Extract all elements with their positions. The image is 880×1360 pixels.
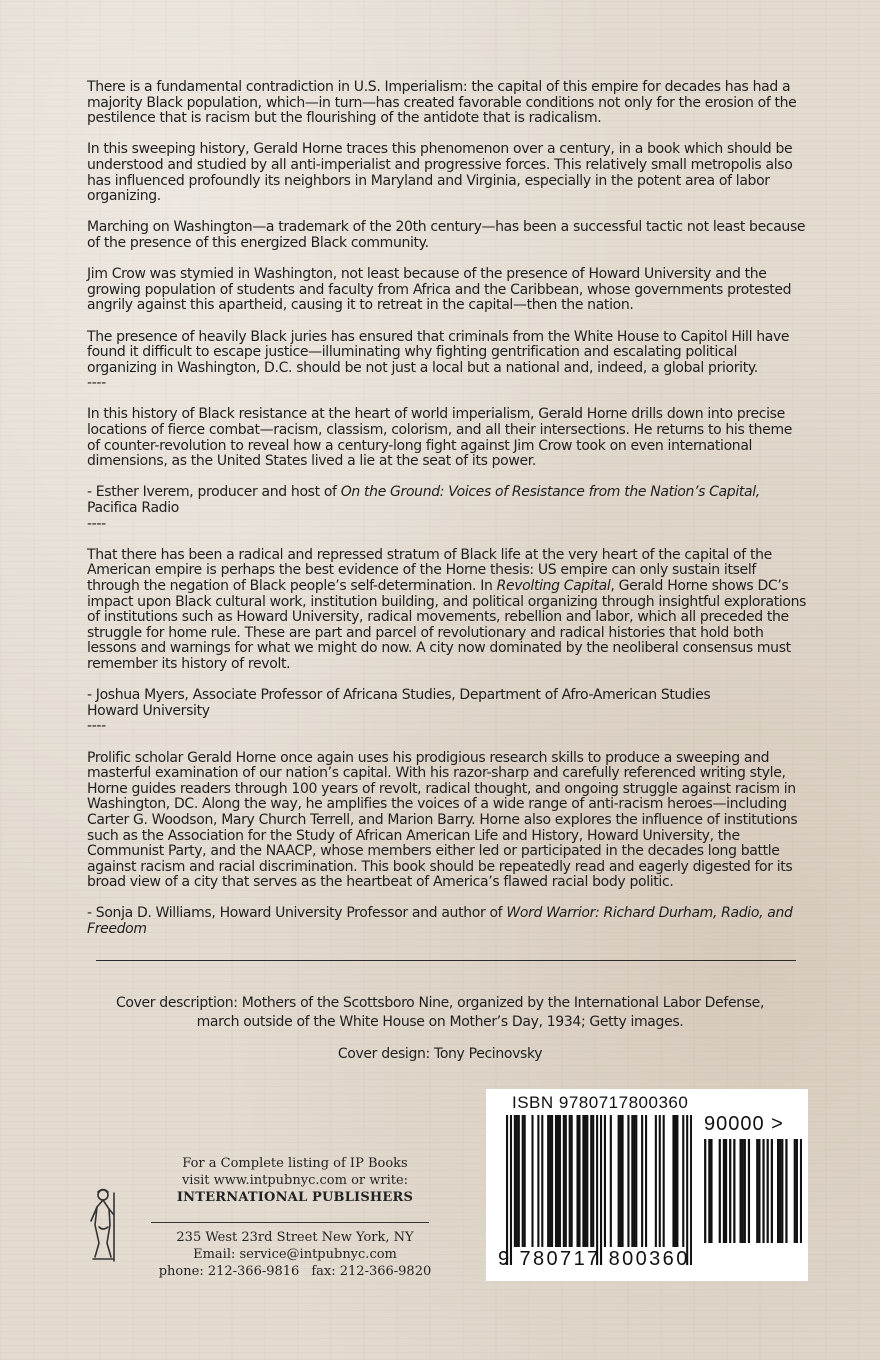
review-1-attribution-prefix: - Esther Iverem, producer and host of	[87, 484, 341, 501]
price-addon-label: 90000 >	[704, 1113, 784, 1135]
review-2-attribution	[87, 688, 807, 719]
barcode-bar	[663, 1115, 665, 1247]
publisher-divider	[151, 1222, 429, 1223]
barcode-bar	[672, 1115, 674, 1247]
review-1-program-title: On the Ground: Voices of Resistance from the Nation’s Capital,	[340, 484, 760, 501]
addon-bar	[767, 1139, 769, 1243]
addon-bar	[704, 1139, 706, 1243]
barcode-bar	[635, 1115, 637, 1247]
barcode-bar	[571, 1115, 573, 1247]
review-3-attribution-prefix: - Sonja D. Williams, Howard University Professor and author of	[87, 905, 507, 922]
barcode-panel	[486, 1089, 808, 1281]
barcode-bar	[522, 1115, 524, 1247]
barcode-bar	[627, 1115, 629, 1247]
barcode-bar	[557, 1115, 559, 1247]
review-3-attribution	[87, 906, 807, 937]
cover-description-line-2: march outside of the White House on Mother’s Day, 1934; Getty images.	[196, 1014, 684, 1030]
blurb-paragraph-3: Marching on Washington—a trademark of the 20th century—has been a successful tactic not least because of the presence of this energized Black community.	[87, 219, 806, 251]
cover-description-line-1: Cover description: Mothers of the Scottsboro Nine, organized by the International Labor Defense,	[115, 995, 765, 1011]
barcode-bar	[518, 1115, 520, 1247]
separator: ----	[87, 718, 106, 735]
addon-bar	[719, 1139, 721, 1243]
addon-bar	[796, 1139, 798, 1243]
barcode-bar	[555, 1115, 557, 1247]
barcode-bar	[547, 1115, 549, 1247]
barcode-bar	[578, 1115, 580, 1247]
horizontal-rule	[96, 960, 796, 961]
review-2-book-title: Revolting Capital	[496, 578, 611, 594]
barcode-bar	[514, 1115, 516, 1247]
addon-bar	[748, 1139, 750, 1243]
addon-barcode	[702, 1139, 802, 1243]
barcode-bar	[690, 1115, 692, 1265]
barcode-bar	[569, 1115, 571, 1247]
isbn-barcode	[506, 1115, 692, 1265]
publisher-block	[75, 1155, 445, 1295]
addon-bar	[742, 1139, 744, 1243]
barcode-bar	[641, 1115, 643, 1247]
barcode-bar	[563, 1115, 565, 1247]
barcode-bar	[559, 1115, 561, 1247]
addon-bar	[756, 1139, 758, 1243]
back-cover-copy	[87, 80, 807, 938]
review-1-attribution	[87, 485, 807, 516]
addon-bar	[779, 1139, 781, 1243]
review-1-attribution-suffix: Pacifica Radio	[87, 500, 179, 517]
review-2-text	[87, 548, 807, 673]
barcode-bar	[659, 1115, 661, 1247]
blurb-paragraph-1: There is a fundamental contradiction in U.S. Imperialism: the capital of this empire for decades has had a majority Black population, which—in turn—has created favorable conditions not only for the erosion of the pestilence that is racism but the flourishing of the antidote that is radicalism.	[87, 79, 797, 127]
publisher-address: 235 West 23rd Street New York, NY	[176, 1230, 414, 1245]
publisher-phones	[145, 1263, 445, 1280]
review-3-book-title: Word Warrior: Richard Durham, Radio, and Freedom	[87, 905, 793, 938]
cover-description	[100, 994, 780, 1032]
review-1-text: In this history of Black resistance at the heart of world imperialism, Gerald Horne drills down into precise locations of fierce combat—racism, classism, colorism, and all their intersections. He returns to his theme of counter-revolution to reveal how a century-long fight against Jim Crow took on even international dimensions, as the United States lived a lie at the seat of its power.	[87, 406, 792, 470]
barcode-bar	[590, 1115, 592, 1247]
publisher-name: INTERNATIONAL PUBLISHERS	[176, 1190, 414, 1205]
barcode-bar	[622, 1115, 624, 1247]
barcode-bar	[586, 1115, 588, 1247]
separator: ----	[87, 375, 106, 392]
barcode-bar	[584, 1115, 586, 1247]
addon-bar	[771, 1139, 773, 1243]
barcode-bar	[600, 1115, 602, 1265]
addon-bar	[729, 1139, 731, 1243]
isbn-label: ISBN 9780717800360	[512, 1093, 689, 1112]
barcode-bar	[674, 1115, 676, 1247]
review-2-attribution-line1: - Joshua Myers, Associate Professor of Africana Studies, Department of Afro-American Studies	[87, 687, 711, 704]
barcode-bar	[537, 1115, 539, 1247]
barcode-bar	[592, 1115, 594, 1247]
blurb-paragraph-2: In this sweeping history, Gerald Horne traces this phenomenon over a century, in a book which should be understood and studied by all anti-imperialist and progressive forces. This relatively small metropolis also has influenced profoundly its neighbors in Maryland and Virginia, especially in the potent area of labor organizing.	[87, 141, 793, 205]
barcode-bar	[610, 1115, 612, 1247]
addon-bar	[777, 1139, 779, 1243]
barcode-bar	[604, 1115, 606, 1247]
publisher-fax: fax: 212-366-9820	[311, 1264, 432, 1279]
addon-bar	[785, 1139, 787, 1243]
review-3-text: Prolific scholar Gerald Horne once again uses his prodigious research skills to produce a sweeping and masterful examination of our nation’s capital. With his razor-sharp and carefully referenced writing style, Horne guides readers through 100 years of revolt, radical thought, and ongoing struggle against racism in Washington, DC. Along the way, he amplifies the voices of a wide range of anti-racism heroes—including Carter G. Woodson, Mary Church Terrell, and Marion Barry. Horne also explores the influence of institutions such as the Association for the Study of African American Life and History, Howard University, the Communist Party, and the NAACP, whose members either led or participated in the decades long battle against racism and racial discrimination. This book should be repeatedly read and eagerly digested for its broad view of a city that serves as the heartbeat of America’s flawed racial body politic.	[87, 749, 798, 891]
addon-bar	[762, 1139, 764, 1243]
barcode-bar	[524, 1115, 526, 1247]
barcode-bar	[582, 1115, 584, 1247]
blurb-paragraph-5: The presence of heavily Black juries has ensured that criminals from the White House to Capitol Hill have found it difficult to escape justice—illuminating why fighting gentrification and escalating political organizing in Washington, D.C. should be not just a local but a national and, indeed, a global priority.	[87, 328, 790, 376]
review-2-attribution-line2: Howard University	[87, 702, 210, 719]
barcode-bar	[576, 1115, 578, 1247]
barcode-bar	[531, 1115, 533, 1247]
review-2-text-after: , Gerald Horne shows DC’s impact upon Black cultural work, institution building, and political organizing through insightful explorations of institutions such as Howard University, radical movements, rebellion and labor, which all preceded the struggle for home rule. These are part and parcel of revolutionary and radical histories that hold both lessons and warnings for what we might do now. A city now dominated by the neoliberal consensus must remember its history of revolt.	[87, 578, 807, 672]
barcode-bar	[551, 1115, 553, 1247]
barcode-bar	[686, 1115, 688, 1265]
barcode-bar	[655, 1115, 657, 1247]
barcode-bar	[596, 1115, 598, 1265]
publisher-line-2: visit www.intpubnyc.com or write:	[181, 1173, 409, 1188]
pilgrim-figure-icon	[83, 1185, 121, 1265]
barcode-bar	[516, 1115, 518, 1247]
addon-bar	[781, 1139, 783, 1243]
publisher-email: Email: service@intpubnyc.com	[193, 1247, 397, 1262]
barcode-bar	[631, 1115, 633, 1247]
barcode-digits: 9 780717 800360	[498, 1248, 690, 1270]
addon-bar	[710, 1139, 712, 1243]
addon-bar	[794, 1139, 796, 1243]
publisher-phone: phone: 212-366-9816	[158, 1264, 300, 1279]
barcode-bar	[510, 1115, 512, 1265]
publisher-contact	[145, 1229, 445, 1280]
barcode-bar	[541, 1115, 543, 1247]
cover-design-credit: Cover design: Tony Pecinovsky	[337, 1046, 543, 1062]
addon-bar	[740, 1139, 742, 1243]
addon-bar	[708, 1139, 710, 1243]
barcode-bar	[645, 1115, 647, 1247]
addon-bar	[800, 1139, 802, 1243]
blurb-paragraph-4: Jim Crow was stymied in Washington, not least because of the presence of Howard University and the growing population of students and faculty from Africa and the Caribbean, whose governments protested angrily against this apartheid, causing it to retreat in the capital—then the nation.	[87, 266, 792, 314]
barcode-bar	[620, 1115, 622, 1247]
barcode-bar	[549, 1115, 551, 1247]
addon-bar	[744, 1139, 746, 1243]
addon-bar	[725, 1139, 727, 1243]
addon-bar	[758, 1139, 760, 1243]
barcode-bar	[506, 1115, 508, 1265]
review-2-text-before: That there has been a radical and repressed stratum of Black life at the very heart of the capital of the American empire is perhaps the best evidence of the Horne thesis: US empire can only sustain itself through the negation of Black people’s self-determination. In	[87, 546, 772, 594]
separator: ----	[87, 515, 106, 532]
addon-bar	[723, 1139, 725, 1243]
barcode-bar	[618, 1115, 620, 1247]
barcode-bar	[633, 1115, 635, 1247]
barcode-bar	[682, 1115, 684, 1247]
addon-bar	[733, 1139, 735, 1243]
barcode-bar	[565, 1115, 567, 1247]
publisher-info	[145, 1155, 445, 1206]
barcode-bar	[676, 1115, 678, 1247]
publisher-line-1: For a Complete listing of IP Books	[182, 1156, 408, 1171]
